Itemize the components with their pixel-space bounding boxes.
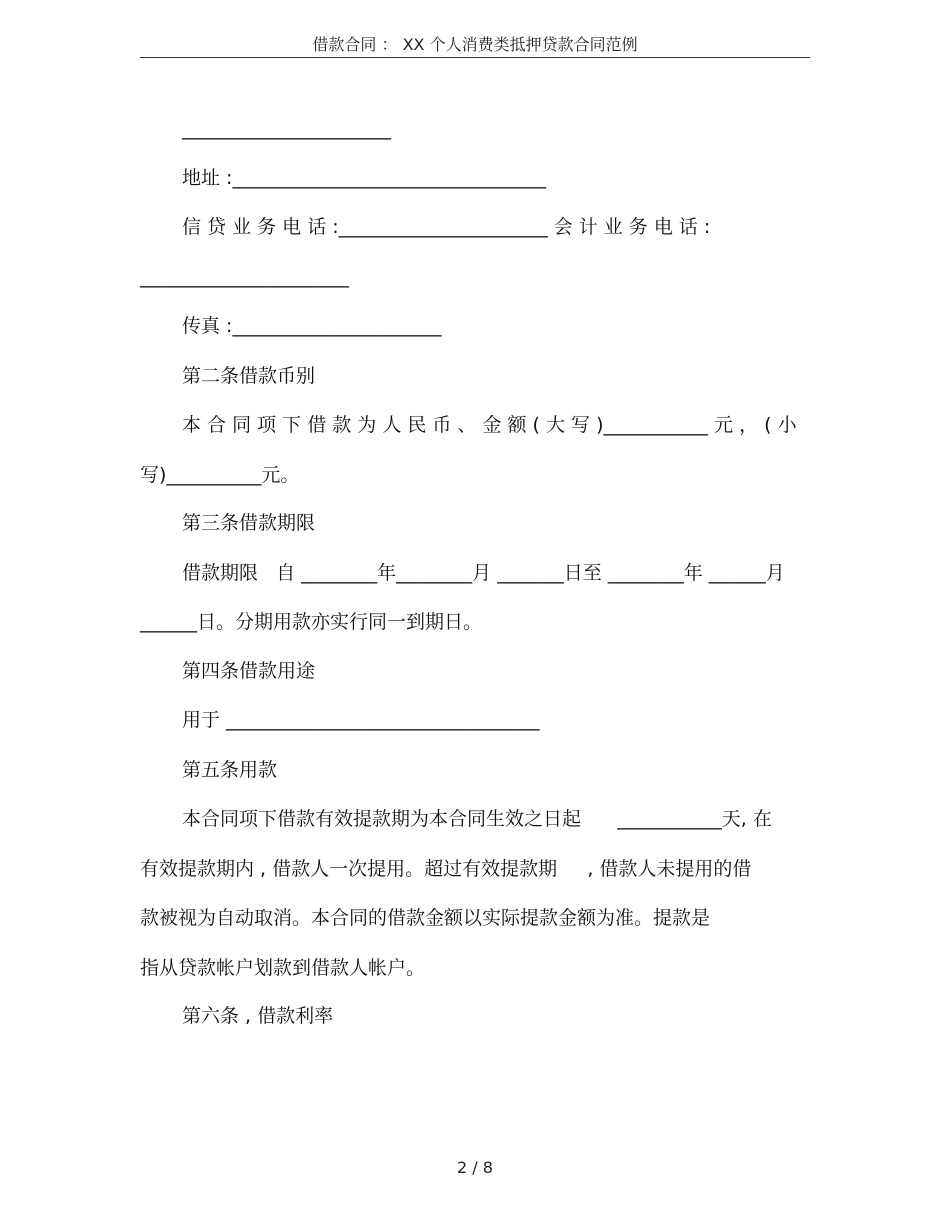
header-divider	[140, 57, 810, 58]
article-4-text: 用于 _________________________________	[182, 709, 540, 731]
article-2-text: 本 合 同 项 下 借 款 为 人 民 币 、 金 额 ( 大 写 )___________ 元 ， ( 小	[182, 414, 797, 436]
address-line: 地址 :_________________________________	[182, 167, 546, 189]
article-5-text-line-2: 有效提款期内 , 借款人一次提用。超过有效提款期 , 借款人未提用的借	[140, 858, 752, 880]
phone-line: 信 贷 业 务 电 话 :______________________ 会 计 业 务 电 话 :	[182, 216, 711, 238]
article-5-text-line-3: 款被视为自动取消。本合同的借款金额以实际提款金额为准。提款是	[140, 907, 711, 929]
article-5-text: 本合同项下借款有效提款期为本合同生效之日起 ___________天, 在	[182, 808, 772, 830]
page-number: 2 / 8	[457, 1158, 493, 1177]
article-3-heading: 第三条借款期限	[182, 512, 316, 534]
article-5-heading: 第五条用款	[182, 759, 278, 781]
article-2-heading: 第二条借款币别	[182, 365, 316, 387]
phone-line-continued: ______________________	[140, 266, 349, 288]
article-5-text-line-4: 指从贷款帐户划款到借款人帐户。	[140, 957, 426, 979]
article-3-text: 借款期限 自 ________年________月 _______日至 ________年 ______月	[182, 562, 785, 584]
fax-line: 传真 :______________________	[182, 315, 442, 337]
article-6-heading: 第六条 , 借款利率	[182, 1005, 334, 1027]
article-4-heading: 第四条借款用途	[182, 660, 316, 682]
blank-line: ______________________	[182, 118, 391, 140]
page-header-title: 借款合同 ： XX 个人消费类抵押贷款合同范例	[312, 35, 638, 54]
article-3-text-continued: ______日。分期用款亦实行同一到期日。	[140, 611, 483, 633]
article-2-text-continued: 写)__________元。	[140, 464, 300, 486]
